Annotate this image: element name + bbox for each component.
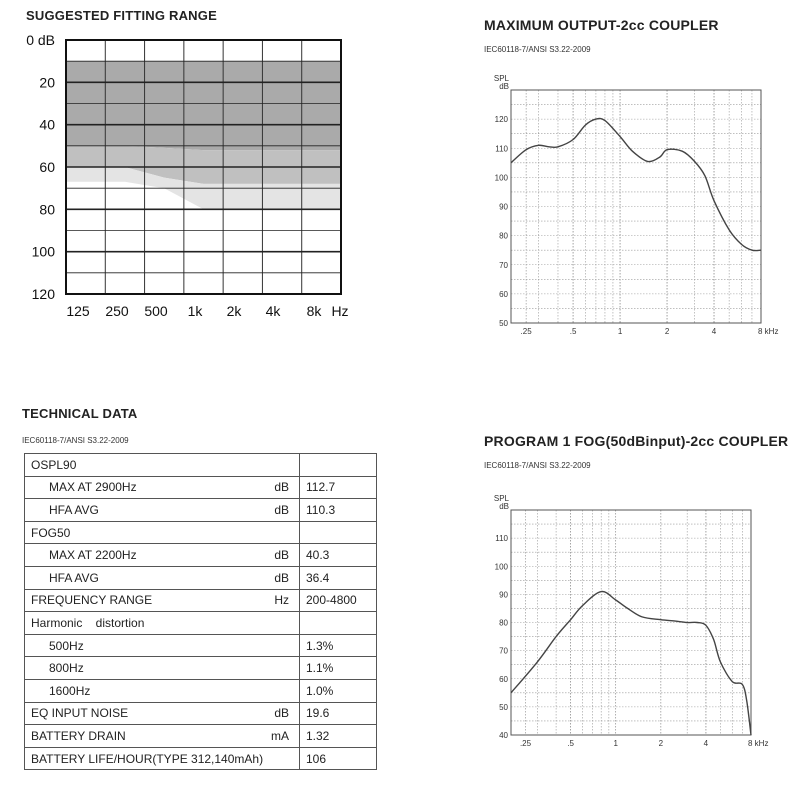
tech-row-value: 36.4 (300, 566, 377, 589)
program-fog-chart (480, 495, 800, 760)
line-chart-yunit: dB (499, 82, 509, 91)
program-standard: IEC60118-7/ANSI S3.22-2009 (484, 461, 591, 470)
line-chart-yunit: dB (499, 502, 509, 511)
fitting-y-tick: 60 (39, 159, 55, 175)
line-chart-curve (511, 591, 751, 735)
tech-row (25, 499, 377, 522)
tech-row-value: 1.3% (300, 634, 377, 657)
tech-row-value: 200-4800 (300, 589, 377, 612)
tech-row-label-cell (25, 747, 300, 770)
program-title: PROGRAM 1 FOG(50dBinput)-2cc COUPLER (484, 433, 789, 449)
tech-row-unit: dB (274, 502, 289, 517)
fitting-x-tick: 250 (105, 303, 129, 319)
max-output-standard: IEC60118-7/ANSI S3.22-2009 (484, 45, 591, 54)
line-chart-x-tick: 8 kHz (758, 327, 779, 336)
tech-row-label: EQ INPUT NOISE (31, 706, 129, 721)
tech-row (25, 521, 377, 544)
tech-row-value: 1.32 (300, 725, 377, 748)
tech-row-label-cell (25, 589, 300, 612)
tech-row-label: Harmonic distortion (31, 615, 145, 630)
tech-row (25, 476, 377, 499)
tech-row-label: HFA AVG (49, 570, 99, 585)
fitting-x-tick: 1k (187, 303, 203, 319)
tech-row (25, 634, 377, 657)
line-chart-y-tick: 70 (499, 646, 508, 656)
tech-row-label-cell (25, 521, 300, 544)
fitting-band-dark (66, 61, 341, 150)
tech-row-label: 1600Hz (49, 683, 91, 698)
tech-row-value (300, 612, 377, 635)
line-chart-y-tick: 80 (499, 231, 508, 241)
tech-row (25, 702, 377, 725)
tech-row (25, 679, 377, 702)
tech-row-label: FOG50 (31, 525, 71, 540)
line-chart-x-tick: 4 (703, 739, 709, 748)
max-output-chart (480, 70, 800, 350)
tech-row-value (300, 521, 377, 544)
tech-row-label: 500Hz (49, 638, 84, 653)
tech-row (25, 454, 377, 477)
tech-row-label: HFA AVG (49, 502, 99, 517)
line-chart-y-tick: 70 (499, 260, 508, 270)
line-chart-ylabel: SPL (493, 495, 509, 503)
line-chart-x-tick: 2 (664, 327, 670, 336)
tech-row-value: 110.3 (300, 499, 377, 522)
tech-row-value: 19.6 (300, 702, 377, 725)
fitting-x-tick: 2k (226, 303, 242, 319)
line-chart-x-tick: .5 (569, 327, 577, 336)
tech-row-unit: Hz (274, 593, 289, 608)
fitting-x-tick: 8k (306, 303, 322, 319)
fitting-x-tick: 125 (66, 303, 90, 319)
line-chart-x-tick: 1 (617, 327, 623, 336)
tech-row-label: BATTERY DRAIN (31, 728, 126, 743)
tech-row-label: 800Hz (49, 661, 84, 676)
line-chart-x-tick: .5 (567, 739, 574, 748)
line-chart-y-tick: 100 (494, 562, 508, 572)
tech-row-unit: mA (271, 728, 289, 743)
line-chart-y-tick: 40 (499, 731, 508, 740)
line-chart-y-tick: 90 (499, 590, 508, 600)
line-chart-x-tick: 1 (613, 739, 618, 748)
line-chart-y-tick: 50 (499, 319, 508, 328)
line-chart-y-tick: 50 (499, 702, 508, 712)
fitting-range-title: SUGGESTED FITTING RANGE (26, 8, 217, 23)
tech-row-unit: dB (274, 480, 289, 495)
tech-row-label-cell (25, 612, 300, 635)
tech-row-value: 40.3 (300, 544, 377, 567)
fitting-y-tick: 80 (39, 201, 55, 218)
tech-row (25, 566, 377, 589)
tech-row-value: 112.7 (300, 476, 377, 499)
fitting-y-tick: 20 (39, 74, 55, 91)
line-chart-y-tick: 90 (499, 202, 508, 212)
tech-row (25, 612, 377, 635)
technical-data-standard: IEC60118-7/ANSI S3.22-2009 (22, 436, 129, 445)
fitting-y-tick: 40 (39, 116, 55, 133)
line-chart-y-tick: 60 (499, 289, 508, 299)
tech-row-label: MAX AT 2200Hz (49, 548, 137, 563)
tech-row-label-cell (25, 476, 300, 499)
tech-row-value (300, 454, 377, 477)
line-chart-curve (511, 118, 761, 250)
tech-row-label: MAX AT 2900Hz (49, 480, 137, 495)
line-chart-y-tick: 110 (495, 144, 508, 154)
fitting-x-tick: 4k (265, 303, 281, 319)
tech-row-label-cell (25, 499, 300, 522)
fitting-range-chart (0, 0, 380, 330)
tech-row (25, 657, 377, 680)
line-chart-x-tick: .25 (520, 327, 532, 336)
tech-row-label-cell (25, 634, 300, 657)
technical-data-table (24, 453, 377, 770)
tech-row-value: 1.0% (300, 679, 377, 702)
max-output-title: MAXIMUM OUTPUT-2cc COUPLER (484, 17, 719, 33)
tech-row-label-cell (25, 566, 300, 589)
tech-row-label-cell (25, 657, 300, 680)
tech-row-unit: dB (274, 570, 289, 585)
tech-row (25, 747, 377, 770)
fitting-x-tick: 500 (144, 303, 168, 319)
line-chart-y-tick: 80 (499, 618, 508, 628)
tech-row-label: BATTERY LIFE/HOUR(TYPE 312,140mAh) (31, 751, 264, 766)
tech-row (25, 544, 377, 567)
tech-row-label-cell (25, 725, 300, 748)
fitting-y-tick: 120 (31, 286, 55, 302)
line-chart-y-tick: 100 (494, 173, 508, 183)
tech-row-label-cell (25, 454, 300, 477)
technical-data-title: TECHNICAL DATA (22, 406, 138, 421)
tech-row-label-cell (25, 702, 300, 725)
tech-row-label-cell (25, 544, 300, 567)
tech-row-label: FREQUENCY RANGE (31, 593, 153, 608)
tech-row-label-cell (25, 679, 300, 702)
tech-row-unit: dB (274, 706, 289, 721)
line-chart-x-tick: 8 kHz (748, 739, 769, 748)
tech-row-label: OSPL90 (31, 457, 77, 472)
tech-row-unit: dB (274, 548, 289, 563)
fitting-y-tick: 100 (31, 243, 55, 260)
fitting-x-tick: Hz (331, 303, 349, 319)
line-chart-ylabel: SPL (493, 74, 509, 83)
line-chart-y-tick: 110 (495, 534, 508, 544)
tech-row-value: 106 (300, 747, 377, 770)
tech-row-value: 1.1% (300, 657, 377, 680)
tech-row (25, 725, 377, 748)
line-chart-x-tick: .25 (519, 739, 532, 748)
line-chart-y-tick: 60 (499, 674, 508, 684)
fitting-y-tick: 0 dB (26, 32, 55, 48)
line-chart-x-tick: 4 (711, 327, 717, 336)
tech-row (25, 589, 377, 612)
line-chart-x-tick: 2 (658, 739, 664, 748)
line-chart-y-tick: 120 (494, 115, 508, 125)
